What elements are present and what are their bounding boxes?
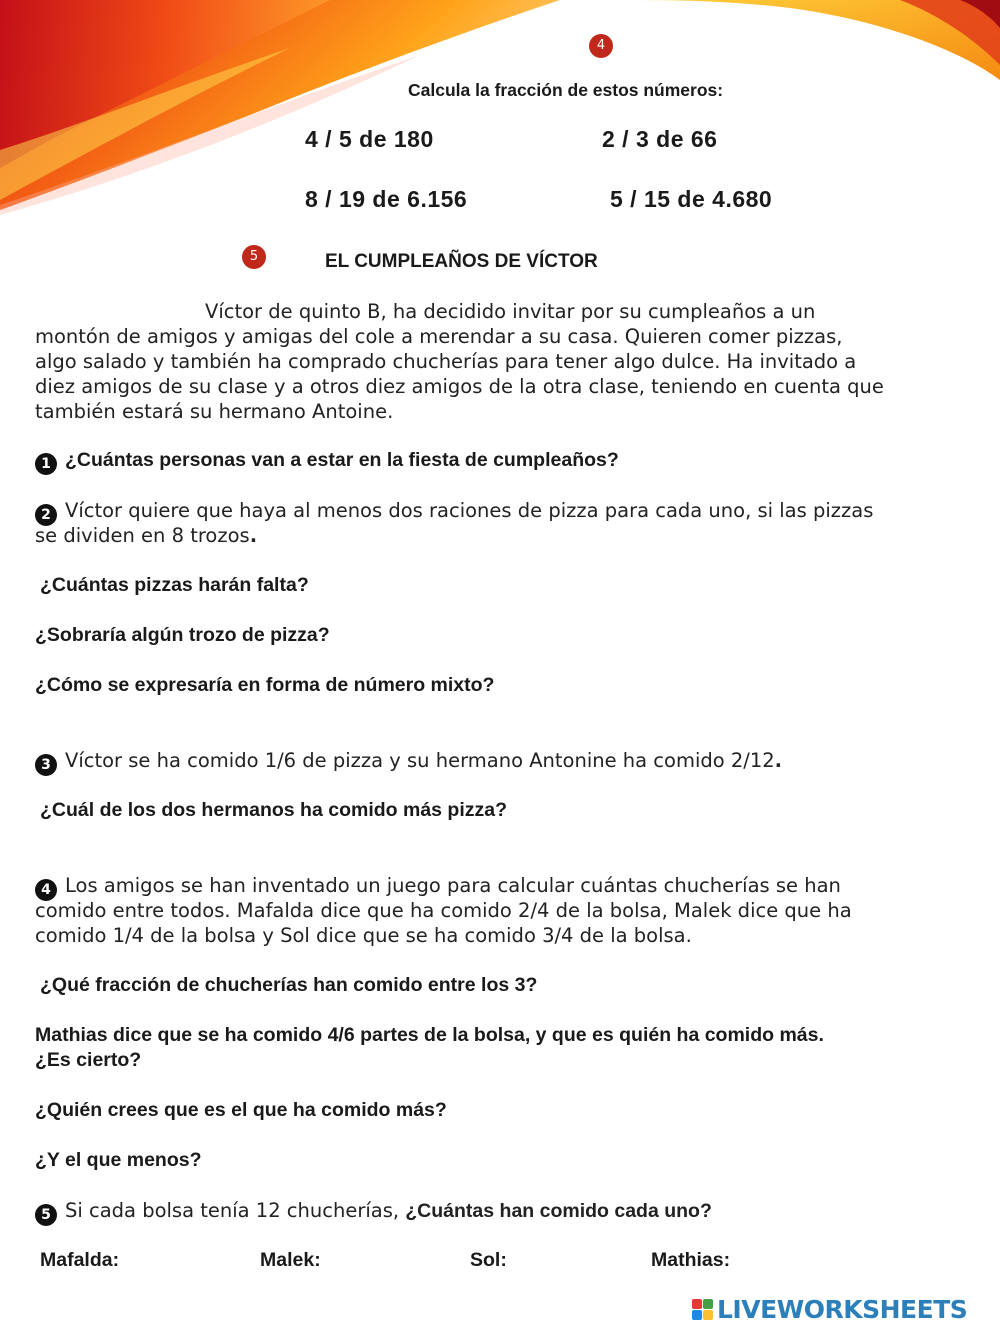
question-4-sub-2b: ¿Es cierto? [35,1049,142,1071]
question-2-line-1: Víctor quiere que haya al menos dos raciones de pizza para cada uno, si las pizzas [65,499,874,522]
answer-label-sol: Sol: [470,1249,507,1271]
liveworksheets-logo [692,1294,967,1324]
fraction-1: 4 / 5 de 180 [305,126,434,152]
question-5-text: Si cada bolsa tenía 12 chucherías, [65,1199,400,1222]
number-3-icon: 3 [35,754,57,776]
intro-line-4: diez amigos de su clase y a otros diez amigos de la otra clase, teniendo en cuenta que [35,375,884,398]
question-4-line-2: comido entre todos. Mafalda dice que ha comido 2/4 de la bolsa, Malek dice que ha [35,899,852,922]
intro-line-1: Víctor de quinto B, ha decidido invitar por su cumpleaños a un [205,300,816,323]
fraction-2: 2 / 3 de 66 [602,126,718,152]
question-2-line-2: se dividen en 8 trozos. [35,524,258,547]
number-1-icon: 1 [35,453,57,475]
question-2-sub-2: ¿Sobraría algún trozo de pizza? [35,624,330,646]
number-5-icon: 5 [35,1204,57,1226]
question-5-bold: ¿Cuántas han comido cada uno? [405,1200,712,1222]
question-4-sub-2a: Mathias dice que se ha comido 4/6 partes de la bolsa, y que es quién ha comido más. [35,1024,824,1046]
question-3: 3 Víctor se ha comido 1/6 de pizza y su hermano Antonine ha comido 2/12. [35,748,782,776]
question-2-sub-1: ¿Cuántas pizzas harán falta? [40,574,309,596]
decorative-swoosh-background [0,0,1000,230]
fraction-3: 8 / 19 de 6.156 [305,186,468,212]
question-3-text: Víctor se ha comido 1/6 de pizza y su hermano Antonine ha comido 2/12 [65,749,775,772]
question-4 [35,873,841,901]
fraction-4: 5 / 15 de 4.680 [610,186,773,212]
question-4-line-1: Los amigos se han inventado un juego para calcular cuántas chucherías se han [65,874,841,897]
intro-line-5: también estará su hermano Antoine. [35,400,394,423]
exercise-4-instruction: Calcula la fracción de estos números: [408,80,724,100]
number-4-icon: 4 [35,879,57,901]
question-4-sub-4: ¿Y el que menos? [35,1149,202,1171]
question-5 [35,1198,712,1226]
story-title: EL CUMPLEAÑOS DE VÍCTOR [325,251,598,272]
number-2-icon: 2 [35,504,57,526]
answer-label-mafalda: Mafalda: [40,1249,120,1271]
question-1-text: ¿Cuántas personas van a estar en la fiesta de cumpleaños? [65,449,619,471]
exercise-4-badge: 4 [589,34,613,58]
liveworksheets-logo-text: LIVEWORKSHEETS [717,1294,968,1324]
question-4-sub-1: ¿Qué fracción de chucherías han comido entre los 3? [40,974,538,996]
liveworksheets-logo-mark-icon [692,1299,713,1320]
intro-line-2: montón de amigos y amigas del cole a merendar a su casa. Quieren comer pizzas, [35,325,843,348]
intro-line-3: algo salado y también ha comprado chucherías para tener algo dulce. Ha invitado a [35,350,857,373]
question-3-sub: ¿Cuál de los dos hermanos ha comido más pizza? [40,799,508,821]
question-2-sub-3: ¿Cómo se expresaría en forma de número mixto? [35,674,495,696]
question-1 [35,449,619,475]
question-2 [35,498,873,526]
exercise-5-badge: 5 [242,245,266,269]
answer-label-malek: Malek: [260,1249,321,1271]
question-4-line-3: comido 1/4 de la bolsa y Sol dice que se ha comido 3/4 de la bolsa. [35,924,692,947]
answer-label-mathias: Mathias: [651,1249,731,1271]
question-4-sub-3: ¿Quién crees que es el que ha comido más? [35,1099,447,1121]
